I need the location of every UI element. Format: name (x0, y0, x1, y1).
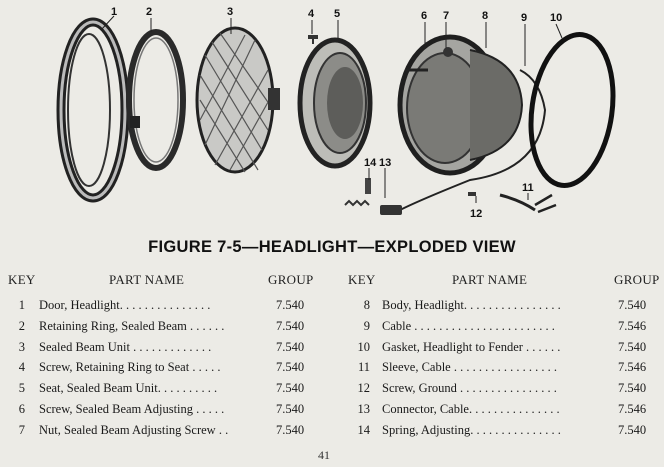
part-group: 7.546 (618, 360, 647, 375)
part-door-headlight (61, 22, 125, 198)
part-group: 7.540 (276, 298, 305, 312)
part-name: Gasket, Headlight to Fender . . . . . . (382, 339, 561, 354)
exploded-view-diagram (0, 0, 664, 228)
callout-11: 11 (522, 182, 534, 194)
left-part-name-header: PART NAME (109, 272, 185, 287)
part-group: 7.546 (618, 402, 647, 416)
part-key: 5 (18, 381, 25, 396)
part-name: Cable . . . . . . . . . . . . . . . . . . . . . . . (382, 318, 555, 333)
part-key: 10 (357, 339, 370, 354)
callout-7: 7 (443, 10, 450, 22)
part-connector (380, 205, 402, 215)
part-group: 7.540 (618, 339, 647, 354)
part-gasket (522, 29, 622, 191)
part-name: Retaining Ring, Sealed Beam . . . . . . (39, 318, 225, 333)
callout-12: 12 (470, 208, 483, 220)
callout-9: 9 (521, 12, 528, 24)
part-name: Screw, Ground . . . . . . . . . . . . . . . . (382, 381, 557, 396)
part-group: 7.540 (276, 318, 305, 333)
part-screw-retaining (308, 35, 318, 44)
part-key: 4 (18, 360, 25, 375)
part-name: Spring, Adjusting. . . . . . . . . . . . . . . (382, 422, 561, 437)
part-sealed-beam-unit (197, 28, 280, 172)
callout-5: 5 (334, 8, 341, 20)
part-name: Sleeve, Cable . . . . . . . . . . . . . . . . . (382, 360, 557, 375)
callout-1: 1 (111, 6, 118, 18)
part-ground-screw (468, 192, 476, 196)
part-group: 7.540 (276, 360, 305, 375)
part-name: Connector, Cable. . . . . . . . . . . . . . . (382, 402, 560, 416)
part-key: 13 (357, 402, 370, 416)
part-name: Nut, Sealed Beam Adjusting Screw . . (39, 422, 229, 437)
callout-10: 10 (550, 12, 563, 24)
part-key: 9 (363, 318, 370, 333)
part-key: 2 (18, 318, 25, 333)
part-seat-sealed-beam (300, 40, 370, 166)
part-key: 14 (357, 422, 370, 437)
part-name: Screw, Sealed Beam Adjusting . . . . . (39, 402, 225, 416)
part-group: 7.546 (618, 318, 647, 333)
part-group: 7.540 (276, 422, 305, 437)
callout-3: 3 (227, 6, 234, 18)
part-spring (345, 178, 371, 205)
part-group: 7.540 (276, 339, 305, 354)
part-name: Door, Headlight. . . . . . . . . . . . . . . (39, 298, 211, 312)
part-retaining-ring (129, 32, 183, 168)
right-key-header: KEY (348, 272, 376, 287)
part-key: 1 (18, 298, 25, 312)
left-group-header: GROUP (268, 272, 314, 287)
callout-4: 4 (308, 8, 315, 20)
part-group: 7.540 (618, 298, 647, 312)
part-key: 11 (357, 360, 370, 375)
callout-13: 13 (379, 157, 392, 169)
part-key: 7 (18, 422, 25, 437)
part-key: 3 (18, 339, 25, 354)
headlight-exploded-illustration (0, 0, 664, 228)
part-key: 6 (18, 402, 25, 416)
left-key-header: KEY (8, 272, 36, 287)
part-name: Screw, Retaining Ring to Seat . . . . . (39, 360, 221, 375)
part-group: 7.540 (276, 402, 305, 416)
part-group: 7.540 (618, 381, 647, 396)
part-group: 7.540 (618, 422, 647, 437)
callout-6: 6 (421, 10, 428, 22)
part-name: Body, Headlight. . . . . . . . . . . . . . . . (382, 298, 561, 312)
part-group: 7.540 (276, 381, 305, 396)
figure-title: FIGURE 7-5—HEADLIGHT—EXPLODED VIEW (148, 238, 516, 256)
part-key: 12 (357, 381, 370, 396)
page-number: 41 (318, 448, 330, 462)
part-key: 8 (363, 298, 370, 312)
callout-14: 14 (364, 157, 377, 169)
part-name: Sealed Beam Unit . . . . . . . . . . . . . (39, 339, 212, 354)
callout-8: 8 (482, 10, 489, 22)
right-group-header: GROUP (614, 272, 660, 287)
right-part-name-header: PART NAME (452, 272, 528, 287)
part-name: Seat, Sealed Beam Unit. . . . . . . . . . (39, 381, 218, 396)
part-body-headlight (400, 37, 522, 173)
callout-2: 2 (146, 6, 153, 18)
